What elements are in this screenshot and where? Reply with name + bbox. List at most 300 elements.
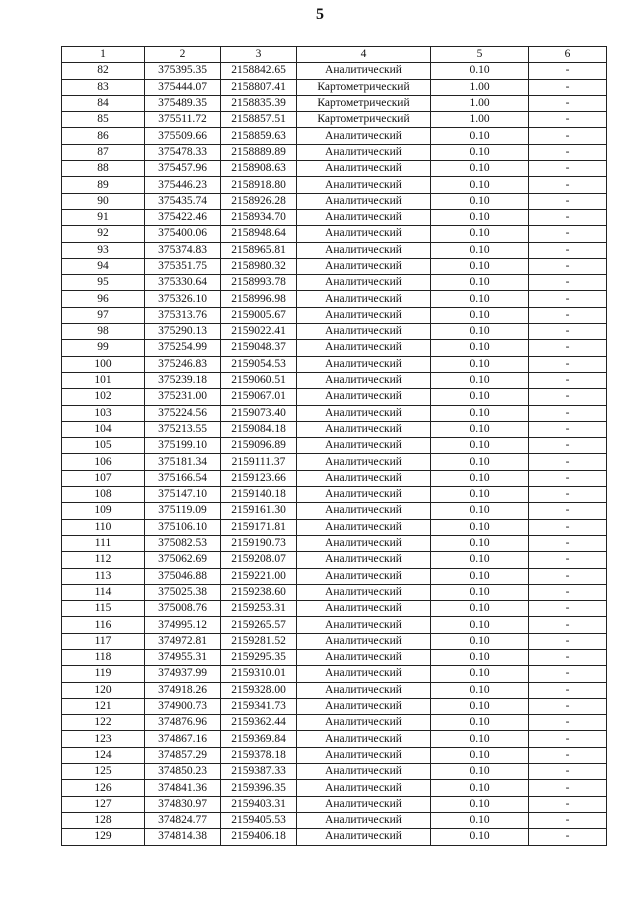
- table-row: [62, 535, 607, 551]
- method-cell: Аналитический: [297, 226, 431, 242]
- point-number-cell: 129: [62, 829, 145, 845]
- accuracy-cell: 0.10: [431, 470, 529, 486]
- y-coordinate-cell: 2159406.18: [221, 829, 297, 845]
- note-cell: -: [529, 812, 607, 828]
- x-coordinate-cell: 375489.35: [145, 95, 221, 111]
- method-cell: Аналитический: [297, 812, 431, 828]
- note-cell: -: [529, 666, 607, 682]
- method-cell: Аналитический: [297, 796, 431, 812]
- y-coordinate-cell: 2159387.33: [221, 764, 297, 780]
- method-cell: Аналитический: [297, 405, 431, 421]
- point-number-cell: 84: [62, 95, 145, 111]
- accuracy-cell: 0.10: [431, 796, 529, 812]
- table-row: [62, 372, 607, 388]
- method-cell: Аналитический: [297, 601, 431, 617]
- y-coordinate-cell: 2159084.18: [221, 421, 297, 437]
- accuracy-cell: 0.10: [431, 226, 529, 242]
- table-row: [62, 438, 607, 454]
- method-cell: Аналитический: [297, 177, 431, 193]
- point-number-cell: 116: [62, 617, 145, 633]
- accuracy-cell: 0.10: [431, 177, 529, 193]
- method-cell: Аналитический: [297, 193, 431, 209]
- accuracy-cell: 0.10: [431, 128, 529, 144]
- point-number-cell: 91: [62, 209, 145, 225]
- table-row: [62, 275, 607, 291]
- accuracy-cell: 0.10: [431, 242, 529, 258]
- table-row: [62, 487, 607, 503]
- table-row: [62, 649, 607, 665]
- method-cell: Аналитический: [297, 291, 431, 307]
- note-cell: -: [529, 275, 607, 291]
- method-cell: Аналитический: [297, 568, 431, 584]
- note-cell: -: [529, 372, 607, 388]
- table-row: [62, 764, 607, 780]
- table-row: [62, 226, 607, 242]
- accuracy-cell: 0.10: [431, 829, 529, 845]
- table-row: [62, 79, 607, 95]
- point-number-cell: 90: [62, 193, 145, 209]
- point-number-cell: 88: [62, 161, 145, 177]
- accuracy-cell: 0.10: [431, 764, 529, 780]
- column-header: 2: [145, 47, 221, 63]
- table-row: [62, 584, 607, 600]
- x-coordinate-cell: 375374.83: [145, 242, 221, 258]
- x-coordinate-cell: 374857.29: [145, 747, 221, 763]
- table-row: [62, 568, 607, 584]
- x-coordinate-cell: 374918.26: [145, 682, 221, 698]
- method-cell: Аналитический: [297, 421, 431, 437]
- method-cell: Аналитический: [297, 731, 431, 747]
- table-row: [62, 470, 607, 486]
- y-coordinate-cell: 2158889.89: [221, 144, 297, 160]
- x-coordinate-cell: 375166.54: [145, 470, 221, 486]
- method-cell: Аналитический: [297, 649, 431, 665]
- note-cell: -: [529, 226, 607, 242]
- point-number-cell: 89: [62, 177, 145, 193]
- accuracy-cell: 0.10: [431, 747, 529, 763]
- point-number-cell: 97: [62, 307, 145, 323]
- point-number-cell: 87: [62, 144, 145, 160]
- point-number-cell: 111: [62, 535, 145, 551]
- y-coordinate-cell: 2159295.35: [221, 649, 297, 665]
- table-row: [62, 503, 607, 519]
- point-number-cell: 104: [62, 421, 145, 437]
- point-number-cell: 112: [62, 552, 145, 568]
- point-number-cell: 103: [62, 405, 145, 421]
- y-coordinate-cell: 2159067.01: [221, 389, 297, 405]
- method-cell: Аналитический: [297, 258, 431, 274]
- point-number-cell: 118: [62, 649, 145, 665]
- note-cell: -: [529, 519, 607, 535]
- method-cell: Аналитический: [297, 470, 431, 486]
- method-cell: Аналитический: [297, 356, 431, 372]
- accuracy-cell: 0.10: [431, 519, 529, 535]
- x-coordinate-cell: 375446.23: [145, 177, 221, 193]
- note-cell: -: [529, 95, 607, 111]
- table-row: [62, 144, 607, 160]
- x-coordinate-cell: 375008.76: [145, 601, 221, 617]
- point-number-cell: 108: [62, 487, 145, 503]
- y-coordinate-cell: 2159073.40: [221, 405, 297, 421]
- table-row: [62, 780, 607, 796]
- x-coordinate-cell: 375147.10: [145, 487, 221, 503]
- x-coordinate-cell: 375119.09: [145, 503, 221, 519]
- y-coordinate-cell: 2158996.98: [221, 291, 297, 307]
- accuracy-cell: 0.10: [431, 258, 529, 274]
- point-number-cell: 94: [62, 258, 145, 274]
- accuracy-cell: 0.10: [431, 812, 529, 828]
- accuracy-cell: 0.10: [431, 275, 529, 291]
- method-cell: Аналитический: [297, 535, 431, 551]
- x-coordinate-cell: 374937.99: [145, 666, 221, 682]
- column-header: 1: [62, 47, 145, 63]
- note-cell: -: [529, 780, 607, 796]
- column-header: 6: [529, 47, 607, 63]
- y-coordinate-cell: 2159378.18: [221, 747, 297, 763]
- accuracy-cell: 0.10: [431, 161, 529, 177]
- method-cell: Аналитический: [297, 666, 431, 682]
- x-coordinate-cell: 374814.38: [145, 829, 221, 845]
- x-coordinate-cell: 375435.74: [145, 193, 221, 209]
- table-row: [62, 161, 607, 177]
- table-row: [62, 340, 607, 356]
- point-number-cell: 115: [62, 601, 145, 617]
- y-coordinate-cell: 2159005.67: [221, 307, 297, 323]
- x-coordinate-cell: 374955.31: [145, 649, 221, 665]
- accuracy-cell: 0.10: [431, 405, 529, 421]
- table-body: [62, 63, 607, 845]
- table-row: [62, 796, 607, 812]
- y-coordinate-cell: 2159253.31: [221, 601, 297, 617]
- x-coordinate-cell: 375444.07: [145, 79, 221, 95]
- table-row: [62, 601, 607, 617]
- x-coordinate-cell: 374850.23: [145, 764, 221, 780]
- x-coordinate-cell: 374830.97: [145, 796, 221, 812]
- note-cell: -: [529, 405, 607, 421]
- method-cell: Аналитический: [297, 698, 431, 714]
- note-cell: -: [529, 258, 607, 274]
- note-cell: -: [529, 438, 607, 454]
- method-cell: Аналитический: [297, 144, 431, 160]
- table-row: [62, 829, 607, 845]
- accuracy-cell: 1.00: [431, 79, 529, 95]
- x-coordinate-cell: 374900.73: [145, 698, 221, 714]
- x-coordinate-cell: 375213.55: [145, 421, 221, 437]
- table-row: [62, 633, 607, 649]
- x-coordinate-cell: 375457.96: [145, 161, 221, 177]
- accuracy-cell: 0.10: [431, 633, 529, 649]
- point-number-cell: 128: [62, 812, 145, 828]
- method-cell: Аналитический: [297, 617, 431, 633]
- point-number-cell: 86: [62, 128, 145, 144]
- x-coordinate-cell: 375313.76: [145, 307, 221, 323]
- method-cell: Аналитический: [297, 487, 431, 503]
- note-cell: -: [529, 242, 607, 258]
- y-coordinate-cell: 2159161.30: [221, 503, 297, 519]
- note-cell: -: [529, 470, 607, 486]
- point-number-cell: 82: [62, 63, 145, 79]
- point-number-cell: 109: [62, 503, 145, 519]
- note-cell: -: [529, 177, 607, 193]
- table-row: [62, 242, 607, 258]
- x-coordinate-cell: 375224.56: [145, 405, 221, 421]
- point-number-cell: 105: [62, 438, 145, 454]
- point-number-cell: 123: [62, 731, 145, 747]
- x-coordinate-cell: 374824.77: [145, 812, 221, 828]
- note-cell: -: [529, 324, 607, 340]
- x-coordinate-cell: 375254.99: [145, 340, 221, 356]
- accuracy-cell: 0.10: [431, 601, 529, 617]
- method-cell: Аналитический: [297, 780, 431, 796]
- x-coordinate-cell: 375181.34: [145, 454, 221, 470]
- table-header-row: [62, 47, 607, 63]
- point-number-cell: 127: [62, 796, 145, 812]
- y-coordinate-cell: 2158934.70: [221, 209, 297, 225]
- y-coordinate-cell: 2159396.35: [221, 780, 297, 796]
- x-coordinate-cell: 374867.16: [145, 731, 221, 747]
- column-header: 5: [431, 47, 529, 63]
- method-cell: Аналитический: [297, 747, 431, 763]
- x-coordinate-cell: 375199.10: [145, 438, 221, 454]
- table-row: [62, 812, 607, 828]
- note-cell: -: [529, 617, 607, 633]
- y-coordinate-cell: 2158859.63: [221, 128, 297, 144]
- x-coordinate-cell: 375290.13: [145, 324, 221, 340]
- note-cell: -: [529, 161, 607, 177]
- accuracy-cell: 0.10: [431, 617, 529, 633]
- accuracy-cell: 0.10: [431, 438, 529, 454]
- x-coordinate-cell: 375082.53: [145, 535, 221, 551]
- point-number-cell: 107: [62, 470, 145, 486]
- point-number-cell: 92: [62, 226, 145, 242]
- note-cell: -: [529, 356, 607, 372]
- x-coordinate-cell: 375231.00: [145, 389, 221, 405]
- accuracy-cell: 0.10: [431, 666, 529, 682]
- y-coordinate-cell: 2159111.37: [221, 454, 297, 470]
- method-cell: Аналитический: [297, 764, 431, 780]
- x-coordinate-cell: 375062.69: [145, 552, 221, 568]
- accuracy-cell: 0.10: [431, 324, 529, 340]
- table-row: [62, 291, 607, 307]
- table-row: [62, 715, 607, 731]
- method-cell: Аналитический: [297, 454, 431, 470]
- y-coordinate-cell: 2159221.00: [221, 568, 297, 584]
- note-cell: -: [529, 144, 607, 160]
- y-coordinate-cell: 2159140.18: [221, 487, 297, 503]
- y-coordinate-cell: 2159048.37: [221, 340, 297, 356]
- accuracy-cell: 0.10: [431, 307, 529, 323]
- accuracy-cell: 0.10: [431, 356, 529, 372]
- y-coordinate-cell: 2158980.32: [221, 258, 297, 274]
- table-row: [62, 356, 607, 372]
- accuracy-cell: 0.10: [431, 63, 529, 79]
- table-row: [62, 454, 607, 470]
- x-coordinate-cell: 374876.96: [145, 715, 221, 731]
- accuracy-cell: 0.10: [431, 731, 529, 747]
- note-cell: -: [529, 715, 607, 731]
- x-coordinate-cell: 375422.46: [145, 209, 221, 225]
- note-cell: -: [529, 291, 607, 307]
- table-row: [62, 95, 607, 111]
- y-coordinate-cell: 2159054.53: [221, 356, 297, 372]
- point-number-cell: 83: [62, 79, 145, 95]
- accuracy-cell: 0.10: [431, 649, 529, 665]
- table-row: [62, 682, 607, 698]
- method-cell: Аналитический: [297, 340, 431, 356]
- accuracy-cell: 0.10: [431, 209, 529, 225]
- note-cell: -: [529, 829, 607, 845]
- method-cell: Аналитический: [297, 389, 431, 405]
- y-coordinate-cell: 2159328.00: [221, 682, 297, 698]
- x-coordinate-cell: 375326.10: [145, 291, 221, 307]
- column-header: 3: [221, 47, 297, 63]
- x-coordinate-cell: 375330.64: [145, 275, 221, 291]
- y-coordinate-cell: 2159123.66: [221, 470, 297, 486]
- note-cell: -: [529, 568, 607, 584]
- method-cell: Аналитический: [297, 584, 431, 600]
- y-coordinate-cell: 2159403.31: [221, 796, 297, 812]
- note-cell: -: [529, 633, 607, 649]
- method-cell: Аналитический: [297, 242, 431, 258]
- method-cell: Аналитический: [297, 324, 431, 340]
- note-cell: -: [529, 209, 607, 225]
- y-coordinate-cell: 2159208.07: [221, 552, 297, 568]
- point-number-cell: 101: [62, 372, 145, 388]
- table-row: [62, 698, 607, 714]
- note-cell: -: [529, 454, 607, 470]
- table-row: [62, 421, 607, 437]
- accuracy-cell: 0.10: [431, 535, 529, 551]
- table-row: [62, 63, 607, 79]
- table-row: [62, 389, 607, 405]
- x-coordinate-cell: 375351.75: [145, 258, 221, 274]
- table-row: [62, 617, 607, 633]
- note-cell: -: [529, 584, 607, 600]
- y-coordinate-cell: 2159369.84: [221, 731, 297, 747]
- point-number-cell: 117: [62, 633, 145, 649]
- accuracy-cell: 0.10: [431, 584, 529, 600]
- point-number-cell: 99: [62, 340, 145, 356]
- accuracy-cell: 0.10: [431, 698, 529, 714]
- y-coordinate-cell: 2159405.53: [221, 812, 297, 828]
- note-cell: -: [529, 63, 607, 79]
- method-cell: Аналитический: [297, 829, 431, 845]
- table-row: [62, 128, 607, 144]
- y-coordinate-cell: 2158857.51: [221, 112, 297, 128]
- method-cell: Аналитический: [297, 209, 431, 225]
- method-cell: Картометрический: [297, 95, 431, 111]
- method-cell: Аналитический: [297, 438, 431, 454]
- method-cell: Аналитический: [297, 63, 431, 79]
- note-cell: -: [529, 698, 607, 714]
- x-coordinate-cell: 374841.36: [145, 780, 221, 796]
- note-cell: -: [529, 649, 607, 665]
- y-coordinate-cell: 2159171.81: [221, 519, 297, 535]
- table-row: [62, 666, 607, 682]
- note-cell: -: [529, 796, 607, 812]
- point-number-cell: 120: [62, 682, 145, 698]
- table-row: [62, 747, 607, 763]
- y-coordinate-cell: 2159362.44: [221, 715, 297, 731]
- method-cell: Аналитический: [297, 372, 431, 388]
- point-number-cell: 114: [62, 584, 145, 600]
- y-coordinate-cell: 2159060.51: [221, 372, 297, 388]
- x-coordinate-cell: 375046.88: [145, 568, 221, 584]
- note-cell: -: [529, 307, 607, 323]
- method-cell: Аналитический: [297, 503, 431, 519]
- page-number: 5: [316, 6, 324, 23]
- y-coordinate-cell: 2158908.63: [221, 161, 297, 177]
- accuracy-cell: 0.10: [431, 389, 529, 405]
- accuracy-cell: 1.00: [431, 95, 529, 111]
- x-coordinate-cell: 375400.06: [145, 226, 221, 242]
- point-number-cell: 119: [62, 666, 145, 682]
- x-coordinate-cell: 374972.81: [145, 633, 221, 649]
- table-row: [62, 405, 607, 421]
- note-cell: -: [529, 552, 607, 568]
- note-cell: -: [529, 487, 607, 503]
- y-coordinate-cell: 2159190.73: [221, 535, 297, 551]
- point-number-cell: 93: [62, 242, 145, 258]
- note-cell: -: [529, 421, 607, 437]
- note-cell: -: [529, 79, 607, 95]
- y-coordinate-cell: 2159022.41: [221, 324, 297, 340]
- method-cell: Аналитический: [297, 307, 431, 323]
- accuracy-cell: 0.10: [431, 503, 529, 519]
- note-cell: -: [529, 682, 607, 698]
- method-cell: Аналитический: [297, 161, 431, 177]
- method-cell: Аналитический: [297, 128, 431, 144]
- accuracy-cell: 0.10: [431, 780, 529, 796]
- column-header: 4: [297, 47, 431, 63]
- point-number-cell: 126: [62, 780, 145, 796]
- note-cell: -: [529, 389, 607, 405]
- method-cell: Аналитический: [297, 682, 431, 698]
- table-row: [62, 177, 607, 193]
- y-coordinate-cell: 2159341.73: [221, 698, 297, 714]
- y-coordinate-cell: 2158926.28: [221, 193, 297, 209]
- note-cell: -: [529, 503, 607, 519]
- table-row: [62, 552, 607, 568]
- y-coordinate-cell: 2158842.65: [221, 63, 297, 79]
- y-coordinate-cell: 2158807.41: [221, 79, 297, 95]
- y-coordinate-cell: 2159238.60: [221, 584, 297, 600]
- accuracy-cell: 0.10: [431, 372, 529, 388]
- table-row: [62, 112, 607, 128]
- accuracy-cell: 0.10: [431, 340, 529, 356]
- table-row: [62, 193, 607, 209]
- method-cell: Картометрический: [297, 79, 431, 95]
- x-coordinate-cell: 375478.33: [145, 144, 221, 160]
- method-cell: Аналитический: [297, 552, 431, 568]
- table-row: [62, 209, 607, 225]
- point-number-cell: 96: [62, 291, 145, 307]
- method-cell: Картометрический: [297, 112, 431, 128]
- accuracy-cell: 0.10: [431, 568, 529, 584]
- note-cell: -: [529, 340, 607, 356]
- table-row: [62, 731, 607, 747]
- point-number-cell: 124: [62, 747, 145, 763]
- accuracy-cell: 0.10: [431, 715, 529, 731]
- y-coordinate-cell: 2158965.81: [221, 242, 297, 258]
- accuracy-cell: 0.10: [431, 421, 529, 437]
- point-number-cell: 125: [62, 764, 145, 780]
- accuracy-cell: 0.10: [431, 552, 529, 568]
- y-coordinate-cell: 2158993.78: [221, 275, 297, 291]
- note-cell: -: [529, 128, 607, 144]
- x-coordinate-cell: 375025.38: [145, 584, 221, 600]
- table-row: [62, 307, 607, 323]
